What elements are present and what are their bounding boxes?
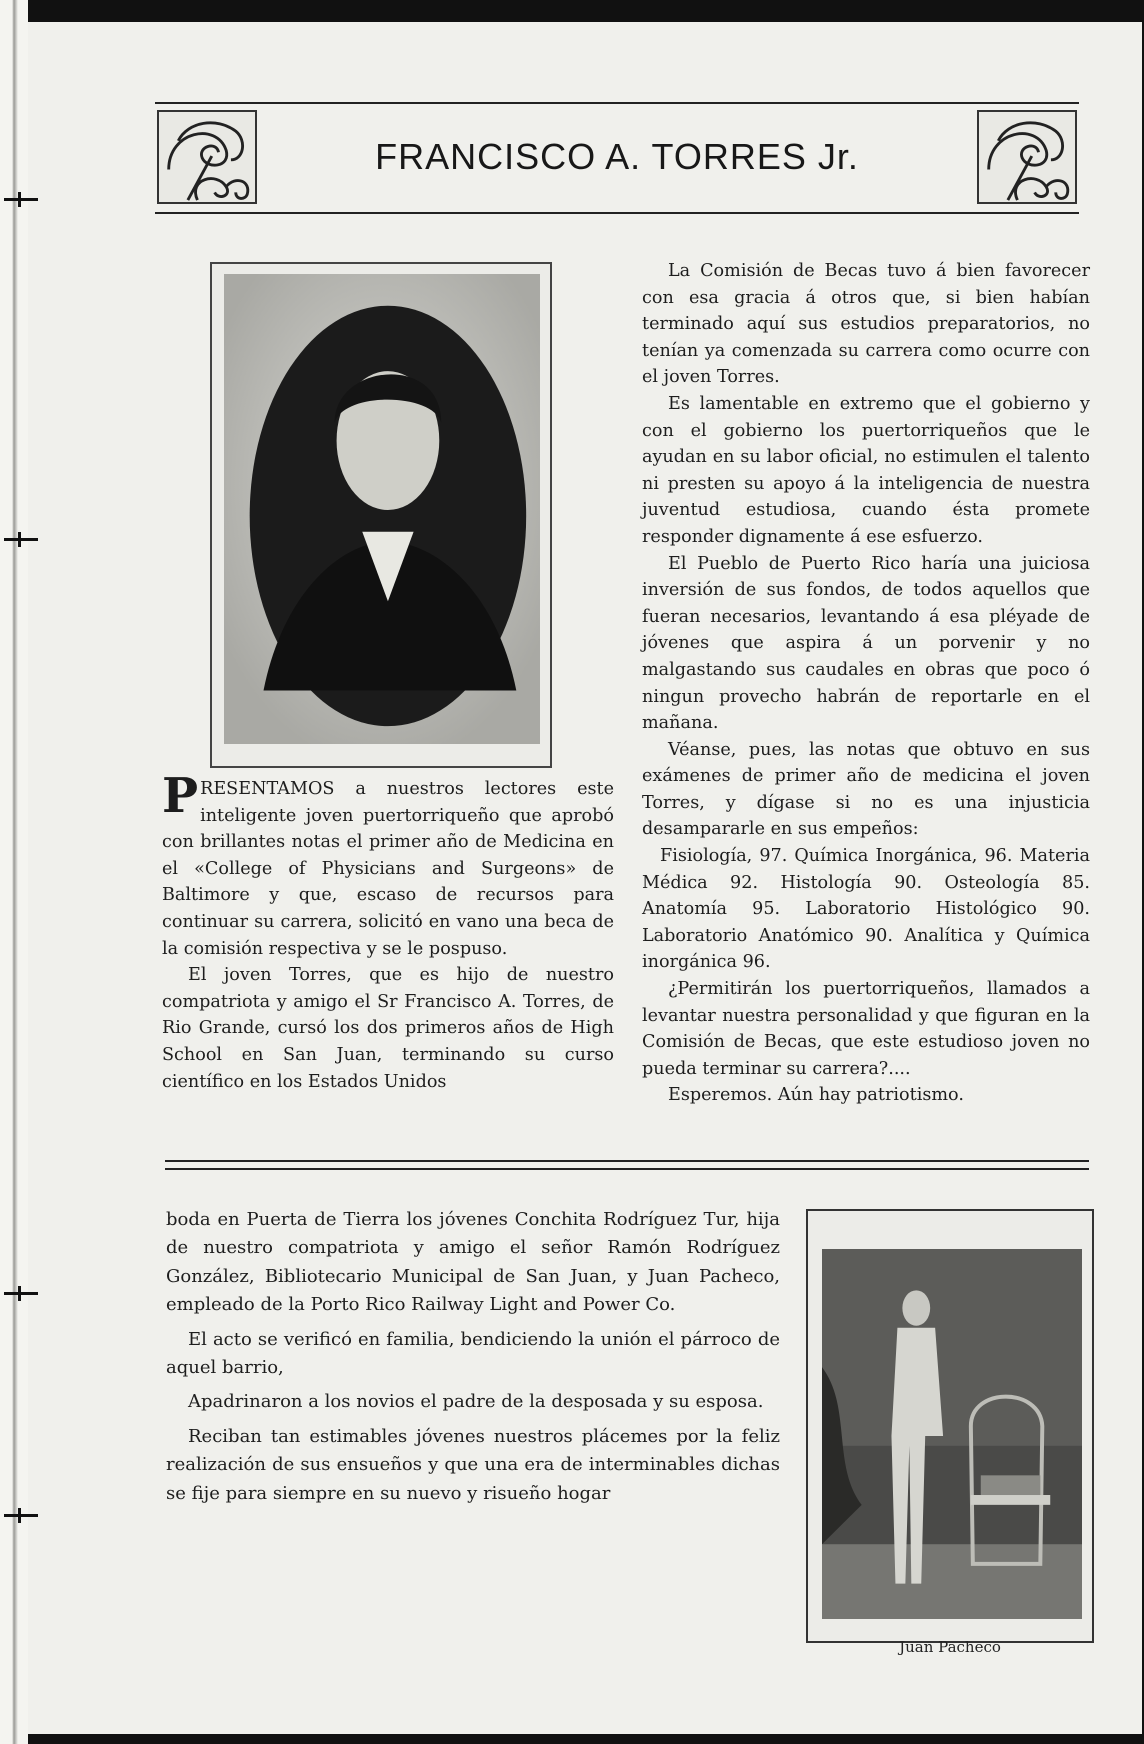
- portrait-image: [224, 274, 540, 744]
- ornament-flourish-icon: [157, 110, 257, 204]
- paragraph: ¿Permitirán los puertorriqueños, llamados a levantar nuestra personalidad y que figuran en la Comisión de Becas, que este estudioso joven no pueda terminar su carrera?....: [642, 979, 1090, 1079]
- section-divider: [165, 1160, 1089, 1162]
- drop-cap: P: [162, 768, 199, 824]
- page-binding: [0, 0, 28, 1744]
- closing-line: Esperemos. Aún hay patriotismo.: [668, 1085, 964, 1106]
- section-divider: [165, 1168, 1089, 1170]
- binding-stitch: [4, 198, 38, 201]
- binding-stitch: [4, 1514, 38, 1517]
- paragraph: El Pueblo de Puerto Rico haría una juiciosa inversión de sus fondos, de todos aquellos que fueran necesarios, levantando á esa pléyade de jóvenes que aspira á un porvenir y no malgastando sus caudales en obras que poco ó ningun provecho habrán de reportarle en el mañana.: [642, 553, 1090, 734]
- article-title: FRANCISCO A. TORRES Jr.: [375, 136, 859, 177]
- article-header: [155, 102, 1079, 214]
- portrait-photo-torres: [210, 262, 552, 768]
- photo-juan-pacheco: [806, 1209, 1094, 1643]
- intro-paragraph: PRESENTAMOS a nuestros lectores este inteligente joven puertorriqueño que aprobó con brillantes notas el primer año de Medicina en el «College of Physicians and Surgeons» de Baltimore y que, escaso de recursos para continuar su carrera, solicitó en vano una beca de la comisión respectiva y se le pospuso.: [162, 768, 614, 959]
- ornament-flourish-icon: [977, 110, 1077, 204]
- article-column-left: [162, 768, 614, 1095]
- paragraph: Véanse, pues, las notas que obtuvo en sus exámenes de primer año de medicina el joven Torres, y dígase si no es una injusticia desampararle en sus empeños:: [642, 739, 1090, 840]
- binding-stitch: [4, 538, 38, 541]
- photo-caption: Juan Pacheco: [899, 1638, 1001, 1656]
- paragraph: El joven Torres, que es hijo de nuestro compatriota y amigo el Sr Francisco A. Torres, de Rio Grande, cursó los dos primeros años de High School en San Juan, terminando su curso científico en los Estados Unidos: [162, 965, 614, 1092]
- binding-stitch: [4, 1292, 38, 1295]
- paragraph: boda en Puerta de Tierra los jóvenes Conchita Rodríguez Tur, hija de nuestro compatriota y amigo el señor Ramón Rodríguez González, Bibliotecario Municipal de San Juan, y Juan Pacheco, empleado de la Porto Rico Railway Light and Power Co.: [166, 1209, 780, 1316]
- standing-man-image: [822, 1249, 1082, 1619]
- grades-list: Fisiología, 97. Química Inorgánica, 96. Materia Médica 92. Histología 90. Osteología 85. Anatomía 95. Laboratorio Histológico 90. Laboratorio Anatómico 90. Analítica y Química inorgánica 96.: [642, 846, 1090, 973]
- article-column-right: [642, 258, 1090, 1109]
- paragraph: El acto se verificó en familia, bendiciendo la unión el párroco de aquel barrio,: [166, 1328, 780, 1379]
- wedding-article: [166, 1206, 780, 1514]
- paragraph: Es lamentable en extremo que el gobierno y con el gobierno los puertorriqueños que le ayudan en su labor oficial, no estimulen el talento ni presten su apoyo á la inteligencia de nuestra juventud estudiosa, cuando ésta promete responder dignamente á ese esfuerzo.: [642, 393, 1090, 547]
- paragraph: La Comisión de Becas tuvo á bien favorecer con esa gracia á otros que, si bien habían terminado aquí sus estudios preparatorios, no tenían ya comenzada su carrera como ocurre con el joven Torres.: [642, 261, 1090, 388]
- paragraph: Reciban tan estimables jóvenes nuestros plácemes por la feliz realización de sus ensueños y que una era de interminables dichas se fije para siempre en su nuevo y risueño hogar: [166, 1425, 780, 1504]
- paragraph: Apadrinaron a los novios el padre de la desposada y su esposa.: [188, 1391, 764, 1413]
